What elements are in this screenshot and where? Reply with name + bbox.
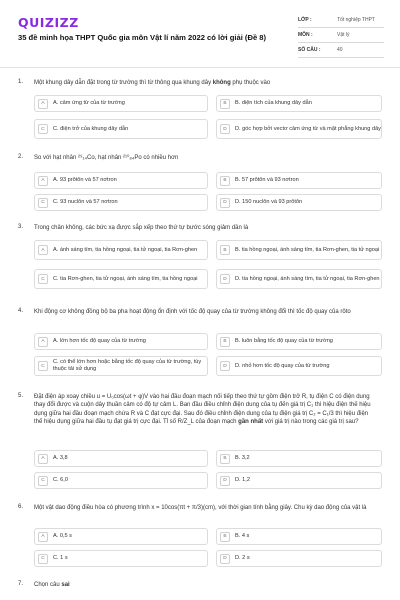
meta-value: 40 [337,47,343,53]
meta-count-row [298,43,384,58]
meta-value: Vật lý [337,32,350,38]
option-text: A. cảm ứng từ của từ trường [53,100,125,106]
option-text: B. tia hồng ngoại, ánh sáng tím, tia Rơn-ghen, tia tử ngoại [235,246,380,253]
option-text: D. 2 s [235,555,250,561]
option-text: D. 150 nuclôn và 93 prôtôn [235,199,303,205]
worksheet-meta [298,13,384,58]
option-c[interactable] [34,269,208,289]
option-text: B. luôn bằng tốc độ quay của từ trường [235,338,333,344]
option-a[interactable] [34,333,208,350]
option-letter: B [220,532,230,542]
option-text: D. 1,2 [235,477,250,483]
question-text: Một khung dây dẫn đặt trong từ trường thì từ thông qua khung dây không phụ thuộc vào [34,80,271,86]
quizizz-logo: QUIZIZZ [18,15,79,30]
option-letter: D [220,476,230,486]
option-c[interactable] [34,119,208,139]
option-text: A. 93 prôtôn và 57 nơtron [53,177,117,183]
option-letter: C [38,476,48,486]
option-letter: D [220,554,230,564]
option-b[interactable] [216,95,382,112]
option-text: A. 3,8 [53,455,68,461]
option-letter: A [38,99,48,109]
question-number: 7. [18,581,24,587]
header-divider [0,67,400,68]
meta-key: MÔN : [298,32,313,38]
option-b[interactable] [216,172,382,189]
option-letter: A [38,532,48,542]
option-d[interactable] [216,269,382,289]
option-letter: B [220,176,230,186]
option-text: C. có thể lớn hơn hoặc bằng tốc độ quay của từ trường, tùy thuộc tải sử dụng [53,359,202,372]
option-b[interactable] [216,333,382,350]
option-a[interactable] [34,240,208,260]
option-a[interactable] [34,95,208,112]
option-letter: D [220,198,230,208]
option-a[interactable] [34,528,208,545]
option-b[interactable] [216,450,382,467]
option-letter: B [220,337,230,347]
question-text: So với hạt nhân ²⁹₁₄Co, hạt nhân ²¹⁰₈₄Po có nhiều hơn [34,155,179,161]
question-number: 1. [18,79,24,85]
option-text: C. tia Rơn-ghen, tia tử ngoại, ánh sáng tím, tia hồng ngoại [53,275,198,282]
meta-subject-row [298,28,384,43]
meta-class-row [298,13,384,28]
option-letter: D [220,124,230,134]
option-text: D. tia hồng ngoại, ánh sáng tím, tia tử ngoại, tia Rơn-ghen [235,275,380,282]
meta-value: Tốt nghiệp THPT [337,17,375,23]
question-number: 2. [18,154,24,160]
option-text: C. điện trở của khung dây dẫn [53,125,129,132]
option-b[interactable] [216,528,382,545]
option-text: C. 6,0 [53,477,68,483]
option-a[interactable] [34,172,208,189]
question-text: Khi động cơ không đồng bộ ba pha hoạt động ổn định với tốc độ quay của từ trường không đổi thì tốc độ quay của rôto [34,309,351,315]
option-c[interactable] [34,550,208,567]
question-text: Trong chân không, các bức xạ được sắp xếp theo thứ tự bước sóng giảm dần là [34,225,249,231]
option-letter: C [38,361,48,371]
option-text: D. nhỏ hơn tốc độ quay của từ trường [235,362,330,369]
option-letter: C [38,554,48,564]
question-number: 4. [18,308,24,314]
option-a[interactable] [34,450,208,467]
option-text: C. 93 nuclôn và 57 nơtron [53,199,118,205]
option-letter: A [38,337,48,347]
option-letter: C [38,274,48,284]
worksheet-title: 35 đề minh họa THPT Quốc gia môn Vật lí năm 2022 có lời giải (Đề 8) [18,33,267,42]
option-letter: C [38,124,48,134]
option-letter: A [38,176,48,186]
option-letter: A [38,245,48,255]
option-c[interactable] [34,356,208,376]
option-letter: A [38,454,48,464]
option-d[interactable] [216,119,382,139]
option-text: B. 4 s [235,533,250,539]
option-b[interactable] [216,240,382,260]
question-text: Chọn câu sai [34,582,70,588]
meta-key: SỐ CÂU : [298,47,321,53]
option-letter: D [220,274,230,284]
option-c[interactable] [34,194,208,211]
option-text: B. 57 prôtôn và 93 nơtron [235,177,299,183]
option-text: D. góc hợp bởi vectơ cảm ứng từ và mặt phẳng khung dây [235,125,381,132]
worksheet-header [0,0,400,72]
option-text: C. 1 s [53,555,68,561]
option-text: B. 3,2 [235,455,250,461]
option-d[interactable] [216,472,382,489]
option-text: A. lớn hơn tốc độ quay của từ trường [53,338,146,344]
option-text: A. 0,5 s [53,533,72,539]
option-letter: B [220,454,230,464]
question-number: 6. [18,504,24,510]
question-text: Một vật dao động điều hòa có phương trình x = 10cos(πt + π/3)(cm), với thời gian tính bằng giây. Chu kỳ dao động của vật là [34,505,367,511]
question-text: Đặt điện áp xoay chiều u = U₀cos(ωt + φ)V vào hai đầu đoạn mạch nối tiếp theo thứ tự gồm điện trở R, tụ điện C có điện dung thay đổi được và cuộn dây thuần cảm có độ tự cảm L. Ban đầu điều chỉnh điện dung của tụ đến giá trị C₁ thì hiệu điện thế hiệu dụng giữa hai đầu đoạn mạch chứa R và C đạt cực đại. Sau đó điều chỉnh điện dung của tụ điện giá trị C₂ = C₁/3 thì hiệu điện thế hiệu dụng giữa hai đầu tụ đạt giá trị cực đại. Tỉ số R/Z_L của đoạn mạch gần nhất với giá trị nào trong các giá trị sau? [34,394,371,426]
option-letter: B [220,245,230,255]
option-d[interactable] [216,194,382,211]
option-d[interactable] [216,550,382,567]
option-letter: D [220,361,230,371]
option-d[interactable] [216,356,382,376]
option-letter: C [38,198,48,208]
question-number: 5. [18,393,24,399]
meta-key: LỚP : [298,17,312,23]
question-number: 3. [18,224,24,230]
option-c[interactable] [34,472,208,489]
option-letter: B [220,99,230,109]
option-text: A. ánh sáng tím, tia hồng ngoại, tia tử ngoại, tia Rơn-ghen [53,246,198,253]
option-text: B. diện tích của khung dây dẫn [235,100,312,106]
